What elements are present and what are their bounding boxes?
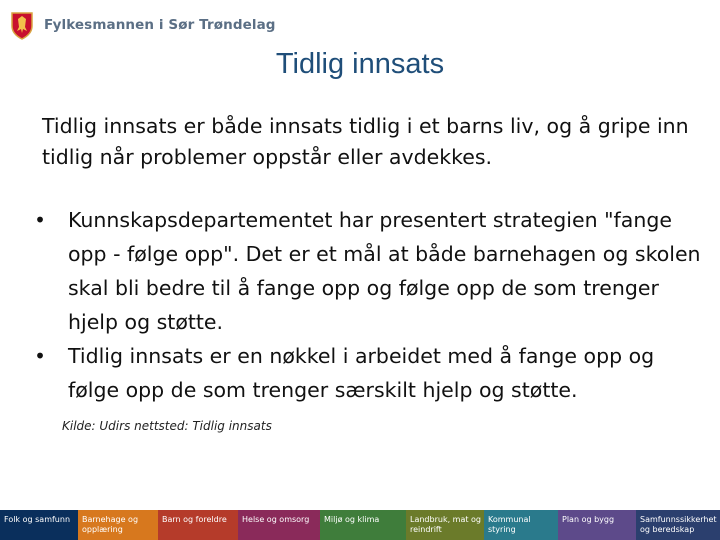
footer-tab-landbruk-mat-og-reindrift[interactable]: Landbruk, mat og reindrift [406,510,484,540]
footer-tab-miljo-og-klima[interactable]: Miljø og klima [320,510,406,540]
bullet-item [30,203,710,339]
footer-tab-barn-og-foreldre[interactable]: Barn og foreldre [158,510,238,540]
organization-name: Fylkesmannen i Sør Trøndelag [44,17,276,33]
coat-of-arms-icon [10,10,34,40]
footer-tab-barnehage-og-opplaering[interactable]: Barnehage og opplæring [78,510,158,540]
bullet-icon: • [34,344,46,368]
footer-tab-plan-og-bygg[interactable]: Plan og bygg [558,510,636,540]
footer-tab-folk-og-samfunn[interactable]: Folk og samfunn [0,510,78,540]
footer-tab-helse-og-omsorg[interactable]: Helse og omsorg [238,510,320,540]
bullet-list [30,203,710,407]
slide-title: Tidlig innsats [275,48,445,80]
bullet-item [30,339,710,407]
footer-tab-kommunal-styring[interactable]: Kommunal styring [484,510,558,540]
bullet-text: Kunnskapsdepartementet har presentert strategien "fange opp - følge opp". Det er et mål at både barnehagen og skolen skal bli bedre til å fange opp og følge opp de som trenger hjelp og støtte. [68,208,701,334]
footer-nav [0,510,720,540]
footer-tab-samfunnssikkerhet-og-beredskap[interactable]: Samfunnssikkerhet og beredskap [636,510,720,540]
intro-paragraph: Tidlig innsats er både innsats tidlig i et barns liv, og å gripe inn tidlig når problemer oppstår eller avdekkes. [42,114,689,169]
bullet-text: Tidlig innsats er en nøkkel i arbeidet med å fange opp og følge opp de som trenger særskilt hjelp og støtte. [68,344,655,402]
header [10,8,276,42]
source-citation: Kilde: Udirs nettsted: Tidlig innsats [62,419,272,433]
bullet-icon: • [34,208,46,232]
